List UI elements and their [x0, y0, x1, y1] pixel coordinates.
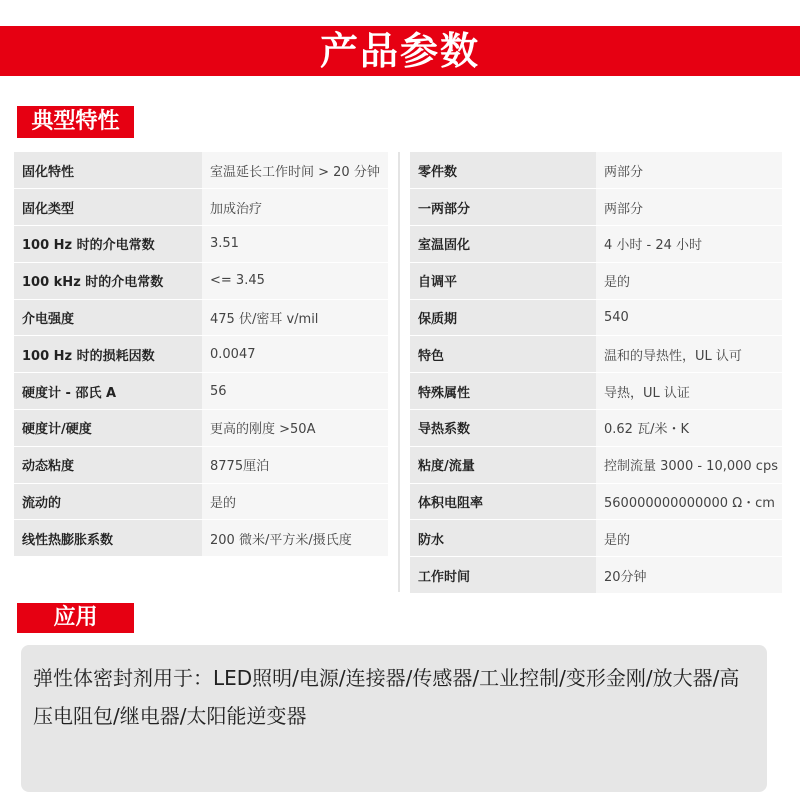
spec-row — [14, 299, 388, 336]
spec-key: 固化特性 — [14, 152, 202, 189]
spec-key: 100 Hz 时的损耗因数 — [14, 336, 202, 373]
spec-key: 特殊属性 — [410, 373, 596, 410]
spec-row — [14, 483, 388, 520]
spec-value: 20分钟 — [596, 557, 782, 594]
spec-row — [14, 446, 388, 483]
spec-row — [410, 226, 782, 263]
spec-value: 室温延长工作时间 > 20 分钟 — [202, 152, 388, 189]
spec-key: 动态粘度 — [14, 446, 202, 483]
spec-key: 100 Hz 时的介电常数 — [14, 226, 202, 263]
application-text: 弹性体密封剂用于：LED照明/电源/连接器/传感器/工业控制/变形金刚/放大器/高压电阻包/继电器/太阳能逆变器 — [21, 645, 767, 792]
spec-key: 硬度计/硬度 — [14, 410, 202, 447]
spec-key: 防水 — [410, 520, 596, 557]
spec-value: 560000000000000 Ω・cm — [596, 483, 782, 520]
column-divider — [398, 152, 400, 592]
spec-row — [14, 189, 388, 226]
section-label-application: 应用 — [17, 603, 134, 633]
spec-value: 两部分 — [596, 152, 782, 189]
spec-key: 特色 — [410, 336, 596, 373]
spec-value: 是的 — [596, 262, 782, 299]
spec-value: 8775厘泊 — [202, 446, 388, 483]
spec-key: 粘度/流量 — [410, 446, 596, 483]
spec-key: 室温固化 — [410, 226, 596, 263]
spec-value: 0.0047 — [202, 336, 388, 373]
spec-table-right — [410, 152, 782, 594]
spec-key: 导热系数 — [410, 410, 596, 447]
spec-row — [410, 446, 782, 483]
spec-row — [410, 483, 782, 520]
page-title: 产品参数 — [0, 26, 800, 76]
spec-key: 工作时间 — [410, 557, 596, 594]
spec-key: 自调平 — [410, 262, 596, 299]
spec-key: 硬度计 - 邵氏 A — [14, 373, 202, 410]
spec-key: 流动的 — [14, 483, 202, 520]
spec-value: 控制流量 3000 - 10,000 cps — [596, 446, 782, 483]
spec-row — [14, 152, 388, 189]
spec-value: 导热，UL 认证 — [596, 373, 782, 410]
spec-table-left — [14, 152, 388, 557]
spec-value: 3.51 — [202, 226, 388, 263]
spec-row — [410, 336, 782, 373]
spec-row — [410, 152, 782, 189]
spec-key: 零件数 — [410, 152, 596, 189]
spec-row — [14, 226, 388, 263]
spec-value: 56 — [202, 373, 388, 410]
spec-value: 加成治疗 — [202, 189, 388, 226]
spec-value: 是的 — [202, 483, 388, 520]
spec-value: 是的 — [596, 520, 782, 557]
spec-value: 两部分 — [596, 189, 782, 226]
spec-row — [410, 373, 782, 410]
spec-key: 固化类型 — [14, 189, 202, 226]
spec-key: 线性热膨胀系数 — [14, 520, 202, 557]
spec-row — [410, 520, 782, 557]
spec-key: 介电强度 — [14, 299, 202, 336]
spec-key: 一两部分 — [410, 189, 596, 226]
spec-value: 温和的导热性，UL 认可 — [596, 336, 782, 373]
spec-row — [14, 520, 388, 557]
spec-value: 200 微米/平方米/摄氏度 — [202, 520, 388, 557]
spec-key: 100 kHz 时的介电常数 — [14, 262, 202, 299]
spec-row — [14, 262, 388, 299]
spec-value: 更高的刚度 >50A — [202, 410, 388, 447]
spec-key: 保质期 — [410, 299, 596, 336]
spec-row — [410, 557, 782, 594]
spec-value: 475 伏/密耳 v/mil — [202, 299, 388, 336]
spec-value: <= 3.45 — [202, 262, 388, 299]
spec-row — [410, 262, 782, 299]
spec-row — [410, 410, 782, 447]
spec-value: 4 小时 - 24 小时 — [596, 226, 782, 263]
spec-key: 体积电阻率 — [410, 483, 596, 520]
section-label-typical-properties: 典型特性 — [17, 106, 134, 138]
spec-row — [14, 336, 388, 373]
spec-value: 540 — [596, 299, 782, 336]
spec-row — [410, 189, 782, 226]
spec-value: 0.62 瓦/米・K — [596, 410, 782, 447]
spec-row — [14, 373, 388, 410]
spec-row — [410, 299, 782, 336]
spec-row — [14, 410, 388, 447]
